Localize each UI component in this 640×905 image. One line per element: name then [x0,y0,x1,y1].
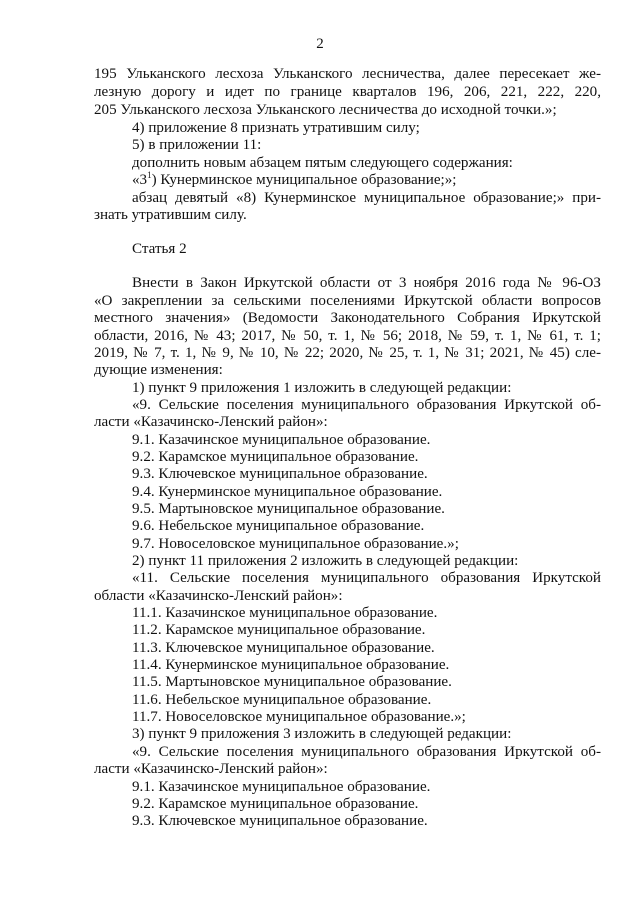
text-line: абзац девятый «8) Кунерминское муниципальное образование;» при- [132,190,601,206]
text-line: знать утратившим силу. [94,207,247,223]
text-line: 4) приложение 8 признать утратившим силу; [132,120,420,136]
text-line: 195 Ульканского лесхоза Ульканского лесничества, далее пересекает же- [94,66,601,82]
list-item: 11.6. Небельское муниципальное образование. [132,692,432,708]
list-item: 9.3. Ключевское муниципальное образование. [132,466,428,482]
text-line: «$3^1$) Кунерминское муниципальное образование;»; [132,170,457,188]
list-item: 11.5. Мартыновское муниципальное образование. [132,674,452,690]
list-item: 11.7. Новоселовское муниципальное образование.»; [132,709,466,725]
page-number: 2 [316,36,324,52]
list-item: 11.3. Ключевское муниципальное образование. [132,640,435,656]
text-line: ласти «Казачинско-Ленский район»: [94,761,328,777]
text-line: «О закреплении за сельскими поселениями Иркутской области вопросов [94,293,601,309]
text-line: 2) пункт 11 приложения 2 изложить в следующей редакции: [132,553,519,569]
text-line: местного значения» (Ведомости Законодательного Собрания Иркутской [94,310,601,326]
text-line: ласти «Казачинско-Ленский район»: [94,414,328,430]
list-item: 11.4. Кунерминское муниципальное образование. [132,657,450,673]
list-item: 9.7. Новоселовское муниципальное образование.»; [132,536,459,552]
text-line: лезную дорогу и идет по границе кварталов 196, 206, 221, 222, 220, [94,84,601,100]
text-line: дополнить новым абзацем пятым следующего содержания: [132,155,513,171]
text-line: 2019, № 7, т. 1, № 9, № 10, № 22; 2020, № 25, т. 1, № 31; 2021, № 45) сле- [94,345,601,361]
list-item: 9.2. Карамское муниципальное образование. [132,796,419,812]
list-item: 11.2. Карамское муниципальное образование. [132,622,426,638]
text-line: 3) пункт 9 приложения 3 изложить в следующей редакции: [132,726,512,742]
list-item: 9.1. Казачинское муниципальное образование. [132,779,431,795]
text-line: области «Казачинско-Ленский район»: [94,588,343,604]
list-item: 9.4. Кунерминское муниципальное образование. [132,484,443,500]
text-line: области, 2016, № 43; 2017, № 50, т. 1, № 56; 2018, № 59, т. 1, № 61, т. 1; [94,328,601,344]
text-line: 205 Ульканского лесхоза Ульканского лесничества до исходной точки.»; [94,102,557,118]
text-line: «9. Сельские поселения муниципального образования Иркутской об- [132,397,601,413]
text-line: «11. Сельские поселения муниципального образования Иркутской [132,570,601,586]
list-item: 9.2. Карамское муниципальное образование. [132,449,419,465]
article-heading: Статья 2 [132,241,187,257]
text-line: «9. Сельские поселения муниципального образования Иркутской об- [132,744,601,760]
list-item: 9.6. Небельское муниципальное образование. [132,518,425,534]
text-line: 5) в приложении 11: [132,137,262,153]
list-item: 9.5. Мартыновское муниципальное образование. [132,501,445,517]
text-line: Внести в Закон Иркутской области от 3 ноября 2016 года № 96-ОЗ [132,275,601,291]
list-item: 9.3. Ключевское муниципальное образование. [132,813,428,829]
list-item: 11.1. Казачинское муниципальное образование. [132,605,438,621]
list-item: 9.1. Казачинское муниципальное образование. [132,432,431,448]
text-line: дующие изменения: [94,362,223,378]
text-line: 1) пункт 9 приложения 1 изложить в следующей редакции: [132,380,512,396]
